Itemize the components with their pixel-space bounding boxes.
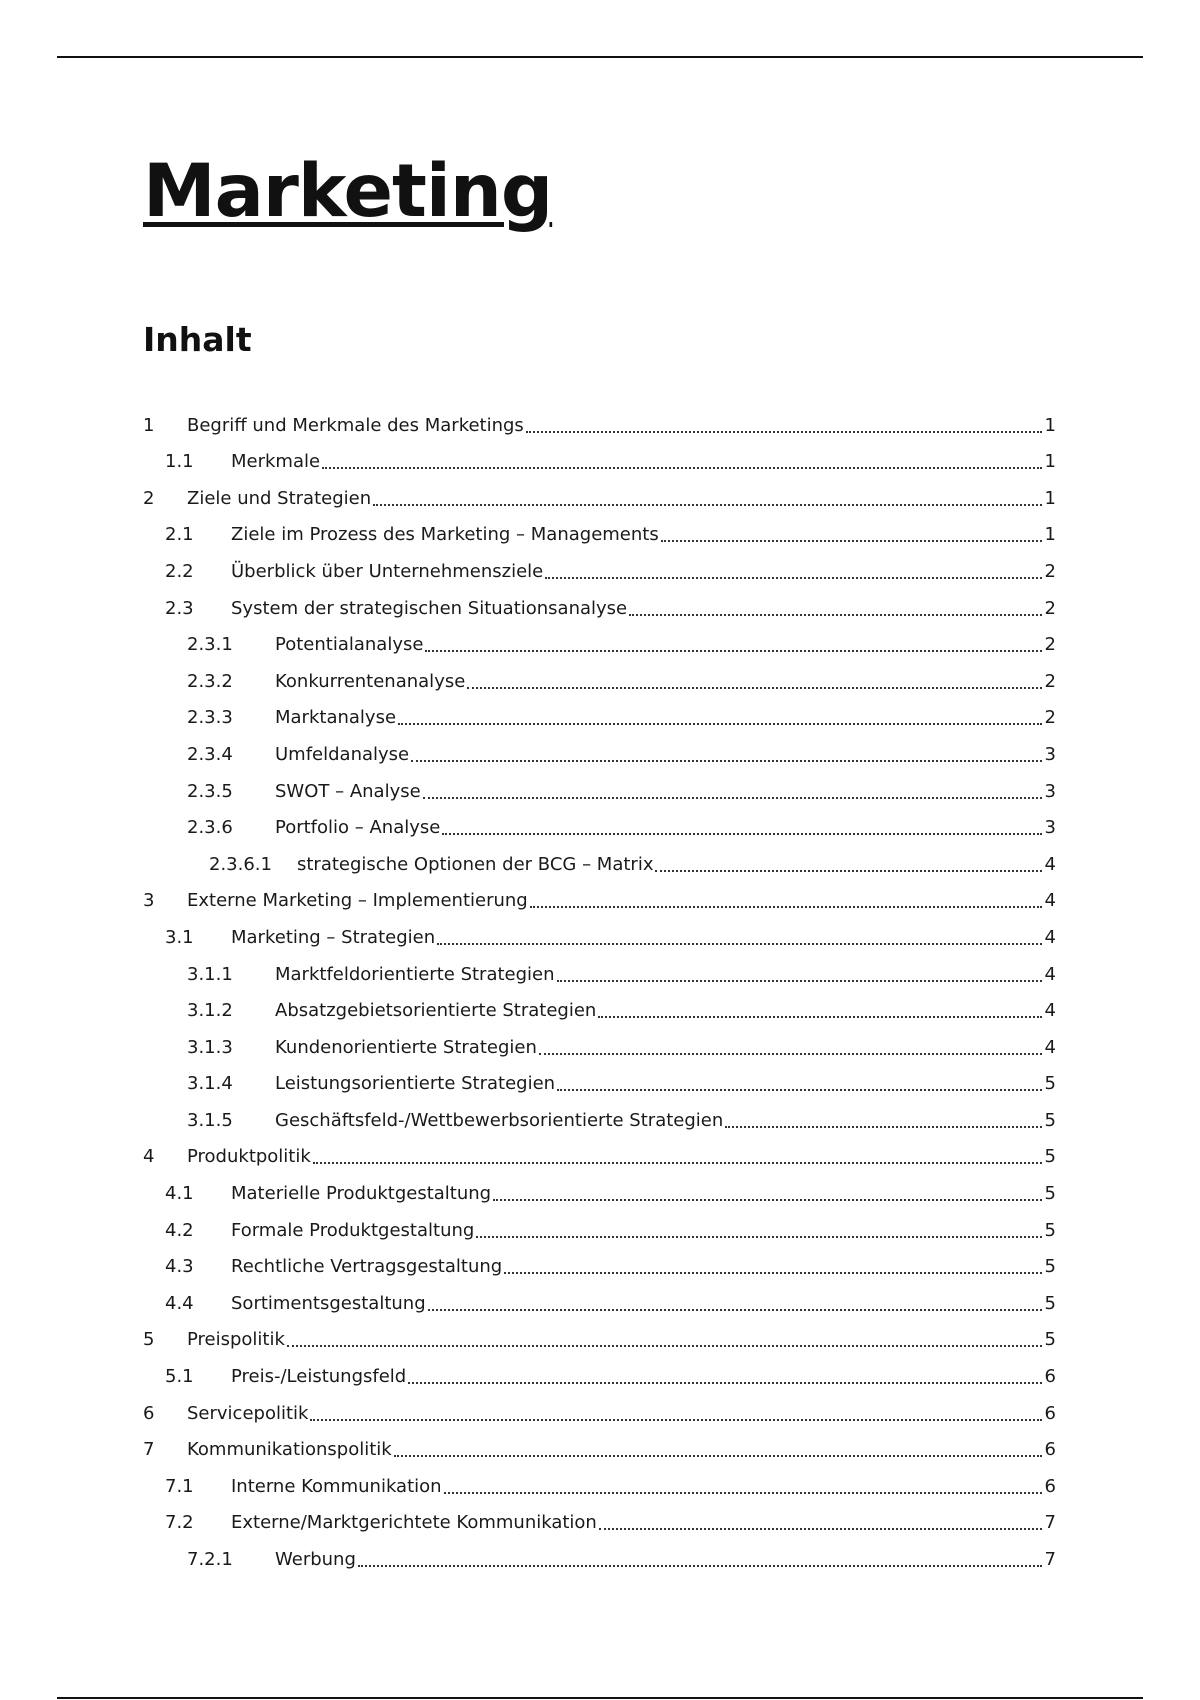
toc-entry-page[interactable]: 5 [1044,1329,1056,1351]
toc-dot-leader [310,1419,1042,1421]
toc-entry-number: 3.1.3 [187,1036,233,1058]
toc-entry-number: 2.3.2 [187,670,233,692]
toc-entry[interactable] [143,1504,1056,1541]
toc-entry-number: 3.1.2 [187,1000,233,1022]
header-rule [57,56,1143,58]
toc-dot-leader [394,1455,1042,1457]
toc-entry-label[interactable]: Preis-/Leistungsfeld [231,1366,407,1388]
toc-dot-leader [287,1345,1042,1347]
toc-entry-page[interactable]: 5 [1044,1292,1056,1314]
toc-entry[interactable] [143,626,1056,663]
toc-entry-label[interactable]: Überblick über Unternehmensziele [231,560,544,582]
toc-dot-leader [442,833,1042,835]
toc-entry-page[interactable]: 5 [1044,1146,1056,1168]
toc-entry[interactable] [143,955,1056,992]
toc-dot-leader [467,687,1042,689]
toc-entry-number: 6 [143,1402,155,1424]
toc-entry-label[interactable]: Kommunikationspolitik [187,1439,392,1461]
toc-entry-page[interactable]: 7 [1044,1512,1056,1534]
toc-entry-page[interactable]: 6 [1044,1402,1056,1424]
toc-entry-label[interactable]: Rechtliche Vertragsgestaltung [231,1256,503,1278]
toc-entry-number: 2.3 [165,597,194,619]
toc-entry[interactable] [143,1065,1056,1102]
toc-entry-page[interactable]: 3 [1044,780,1056,802]
toc-entry-page[interactable]: 5 [1044,1256,1056,1278]
toc-dot-leader [428,1309,1042,1311]
toc-dot-leader [476,1236,1042,1238]
toc-dot-leader [539,1053,1042,1055]
toc-entry[interactable] [143,1357,1056,1394]
toc-entry-number: 3.1.5 [187,1109,233,1131]
toc-entry-page[interactable]: 5 [1044,1219,1056,1241]
toc-heading: Inhalt [143,320,252,359]
toc-dot-leader [599,1528,1042,1530]
toc-entry-number: 2.3.3 [187,707,233,729]
toc-entry-label[interactable]: Merkmale [231,451,321,473]
toc-dot-leader [526,431,1042,433]
toc-entry[interactable] [143,992,1056,1029]
toc-entry[interactable] [143,772,1056,809]
toc-entry-number: 3.1.1 [187,963,233,985]
toc-entry-number: 7.1 [165,1475,194,1497]
toc-entry[interactable] [143,1431,1056,1468]
toc-dot-leader [425,650,1042,652]
toc-dot-leader [437,943,1042,945]
toc-entry-label[interactable]: Produktpolitik [187,1146,311,1168]
toc-entry-label[interactable]: Marketing – Strategien [231,926,436,948]
toc-dot-leader [408,1382,1042,1384]
toc-entry-page[interactable]: 2 [1044,707,1056,729]
toc-entry-page[interactable]: 4 [1044,963,1056,985]
toc-entry-label[interactable]: Umfeldanalyse [275,743,410,765]
toc-entry-page[interactable]: 4 [1044,1036,1056,1058]
toc-entry[interactable] [143,1284,1056,1321]
toc-entry-label[interactable]: Ziele im Prozess des Marketing – Managements [231,524,659,546]
toc-entry[interactable] [143,1467,1056,1504]
toc-entry-label[interactable]: Geschäftsfeld-/Wettbewerbsorientierte Strategien [275,1109,724,1131]
toc-entry-number: 2.2 [165,560,194,582]
toc-entry-label[interactable]: Leistungsorientierte Strategien [275,1073,556,1095]
toc-entry[interactable] [143,443,1056,480]
toc-entry-label[interactable]: Externe Marketing – Implementierung [187,890,528,912]
toc-entry-label[interactable]: Absatzgebietsorientierte Strategien [275,1000,597,1022]
toc-entry-label[interactable]: Begriff und Merkmale des Marketings [187,414,524,436]
toc-dot-leader [504,1272,1042,1274]
toc-dot-leader [411,760,1042,762]
toc-dot-leader [557,1089,1042,1091]
document-title: Marketing [143,149,553,234]
toc-dot-leader [557,980,1042,982]
toc-entry-page[interactable]: 1 [1044,487,1056,509]
toc-entry[interactable] [143,662,1056,699]
toc-dot-leader [598,1016,1042,1018]
toc-entry-page[interactable]: 2 [1044,634,1056,656]
toc-entry-page[interactable]: 5 [1044,1183,1056,1205]
toc-dot-leader [313,1162,1042,1164]
toc-entry-number: 3.1 [165,926,194,948]
footer-rule [57,1697,1143,1699]
toc-entry[interactable] [143,809,1056,846]
toc-entry-page[interactable]: 3 [1044,743,1056,765]
toc-entry-number: 2.1 [165,524,194,546]
toc-entry-number: 1.1 [165,451,194,473]
toc-dot-leader [629,614,1042,616]
toc-entry-label[interactable]: Preispolitik [187,1329,285,1351]
toc-entry[interactable] [143,1138,1056,1175]
toc-entry[interactable] [143,1321,1056,1358]
toc-entry-page[interactable]: 4 [1044,926,1056,948]
toc-entry[interactable] [143,735,1056,772]
toc-dot-leader [655,870,1042,872]
toc-entry-number: 2 [143,487,155,509]
toc-entry[interactable] [143,1211,1056,1248]
toc-entry-page[interactable]: 1 [1044,524,1056,546]
toc-entry-number: 3 [143,890,155,912]
toc-entry-page[interactable]: 6 [1044,1439,1056,1461]
toc-entry-number: 3.1.4 [187,1073,233,1095]
toc-entry-page[interactable]: 7 [1044,1549,1056,1570]
toc-entry-label[interactable]: Portfolio – Analyse [275,817,441,839]
toc-entry[interactable] [143,479,1056,516]
toc-entry-number: 7 [143,1439,155,1461]
toc-entry-number: 7.2.1 [187,1549,233,1570]
toc-entry[interactable] [143,1540,1056,1577]
toc-entry-number: 4.3 [165,1256,194,1278]
toc-entry[interactable] [143,1028,1056,1065]
toc-entry-page[interactable]: 4 [1044,890,1056,912]
toc-entry-page[interactable]: 2 [1044,670,1056,692]
toc-entry-label[interactable]: System der strategischen Situationsanalyse [231,597,628,619]
toc-entry[interactable] [143,845,1056,882]
toc-entry[interactable] [143,589,1056,626]
toc-entry-label[interactable]: Externe/Marktgerichtete Kommunikation [231,1512,597,1534]
toc-entry-page[interactable]: 6 [1044,1475,1056,1497]
toc-entry-page[interactable]: 4 [1044,853,1056,875]
toc-entry-number: 5 [143,1329,155,1351]
toc-entry-label[interactable]: SWOT – Analyse [275,780,421,802]
toc-dot-leader [661,540,1042,542]
toc-dot-leader [545,577,1042,579]
toc-dot-leader [398,723,1042,725]
toc-entry[interactable] [143,1394,1056,1431]
toc-entry-label[interactable]: Interne Kommunikation [231,1475,442,1497]
toc-entry-label[interactable]: Potentialanalyse [275,634,424,656]
toc-entry[interactable] [143,552,1056,589]
toc-entry-page[interactable]: 3 [1044,817,1056,839]
toc-entry-label[interactable]: Ziele und Strategien [187,487,372,509]
toc-entry-number: 7.2 [165,1512,194,1534]
toc-entry-label[interactable]: Materielle Produktgestaltung [231,1183,492,1205]
toc-entry-page[interactable]: 1 [1044,451,1056,473]
toc-entry-number: 4.2 [165,1219,194,1241]
toc-entry-number: 4.1 [165,1183,194,1205]
toc-entry-page[interactable]: 2 [1044,597,1056,619]
toc-entry-label[interactable]: Marktfeldorientierte Strategien [275,963,555,985]
toc-entry[interactable] [143,1174,1056,1211]
toc-entry-page[interactable]: 1 [1044,414,1056,436]
toc-dot-leader [530,906,1042,908]
toc-entry-number: 1 [143,414,155,436]
toc-entry-number: 4.4 [165,1292,194,1314]
toc-entry-label[interactable]: Sortimentsgestaltung [231,1292,426,1314]
table-of-contents [143,406,1056,1577]
toc-entry-page[interactable]: 5 [1044,1073,1056,1095]
toc-entry-number: 4 [143,1146,155,1168]
toc-entry-number: 2.3.6.1 [209,853,272,875]
toc-entry[interactable] [143,1101,1056,1138]
toc-dot-leader [322,467,1042,469]
toc-entry[interactable] [143,1248,1056,1285]
toc-dot-leader [423,797,1042,799]
toc-entry-label[interactable]: Konkurrentenanalyse [275,670,466,692]
toc-entry[interactable] [143,516,1056,553]
toc-entry-page[interactable]: 2 [1044,560,1056,582]
toc-dot-leader [358,1565,1042,1567]
toc-entry-label[interactable]: Werbung [275,1549,356,1570]
toc-entry-label[interactable]: Kundenorientierte Strategien [275,1036,537,1058]
toc-dot-leader [373,504,1042,506]
toc-entry[interactable] [143,918,1056,955]
toc-entry[interactable] [143,406,1056,443]
toc-dot-leader [493,1199,1042,1201]
toc-entry[interactable] [143,882,1056,919]
toc-entry-number: 2.3.6 [187,817,233,839]
toc-dot-leader [444,1492,1042,1494]
toc-dot-leader [725,1126,1042,1128]
toc-entry-label[interactable]: Formale Produktgestaltung [231,1219,475,1241]
toc-entry-label[interactable]: Servicepolitik [187,1402,309,1424]
toc-entry[interactable] [143,699,1056,736]
toc-entry-number: 2.3.1 [187,634,233,656]
toc-entry-page[interactable]: 4 [1044,1000,1056,1022]
toc-entry-label[interactable]: strategische Optionen der BCG – Matrix [297,853,654,875]
toc-entry-page[interactable]: 5 [1044,1109,1056,1131]
toc-entry-number: 2.3.5 [187,780,233,802]
toc-entry-number: 5.1 [165,1366,194,1388]
toc-entry-page[interactable]: 6 [1044,1366,1056,1388]
toc-entry-number: 2.3.4 [187,743,233,765]
toc-entry-label[interactable]: Marktanalyse [275,707,397,729]
